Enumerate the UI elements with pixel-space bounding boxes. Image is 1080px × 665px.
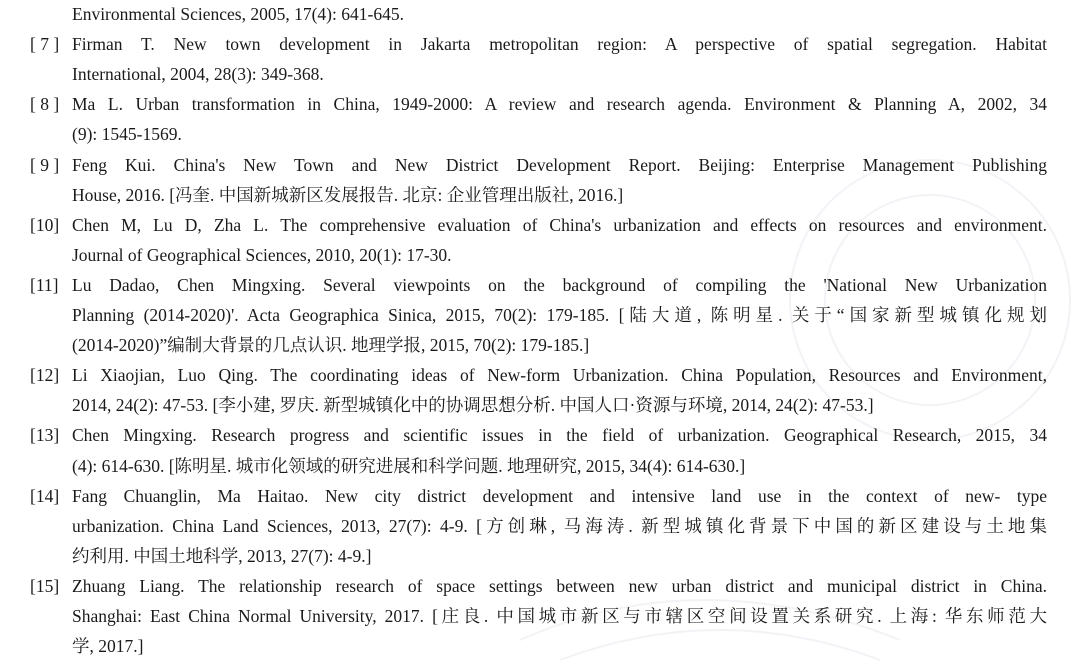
reference-line (30, 605, 1050, 627)
reference-line (30, 364, 1050, 386)
reference-text: 学, 2017.] (72, 636, 144, 657)
reference-line (30, 63, 1050, 85)
reference-line (30, 123, 1050, 145)
reference-number: [ 8 ] (30, 94, 60, 115)
reference-line (30, 3, 1050, 25)
reference-number: [10] (30, 214, 60, 235)
reference-text: Journal of Geographical Sciences, 2010, 20(1): 17-30. (72, 244, 452, 265)
reference-number: [15] (30, 575, 60, 596)
reference-number: [14] (30, 485, 60, 506)
reference-number: [13] (30, 425, 60, 446)
reference-number: [ 7 ] (30, 34, 60, 55)
reference-line (30, 635, 1050, 657)
reference-text: 约利用. 中国土地科学, 2013, 27(7): 4-9.] (72, 545, 372, 566)
reference-line (30, 244, 1050, 266)
reference-number: [11] (30, 274, 59, 295)
reference-text: Firman T. New town development in Jakarta metropolitan region: A perspective of spatial segregation. Habitat (72, 34, 1047, 55)
reference-text: Zhuang Liang. The relationship research of space settings between new urban district and municipal district in China. (72, 575, 1047, 596)
reference-line (30, 274, 1050, 296)
reference-text: Shanghai: East China Normal University, 2017. [庄良. 中国城市新区与市辖区空间设置关系研究. 上海: 华东师范大 (72, 606, 1047, 626)
reference-line (30, 455, 1050, 477)
reference-line (30, 575, 1050, 597)
reference-number: [12] (30, 365, 60, 386)
reference-text: Chen M, Lu D, Zha L. The comprehensive evaluation of China's urbanization and effects on resources and environment. (72, 214, 1047, 235)
reference-line (30, 424, 1050, 446)
reference-text: Lu Dadao, Chen Mingxing. Several viewpoints on the background of compiling the 'National New Urbanization (72, 274, 1047, 295)
reference-line (30, 154, 1050, 176)
reference-text: (4): 614-630. [陈明星. 城市化领域的研究进展和科学问题. 地理研究, 2015, 34(4): 614-630.] (72, 455, 746, 476)
reference-text: Environmental Sciences, 2005, 17(4): 641-645. (72, 4, 404, 24)
reference-line (30, 93, 1050, 115)
reference-line (30, 304, 1050, 326)
reference-text: Feng Kui. China's New Town and New District Development Report. Beijing: Enterprise Management Publishing (72, 154, 1047, 175)
reference-line (30, 214, 1050, 236)
reference-text: urbanization. China Land Sciences, 2013, 27(7): 4-9. [方创琳, 马海涛. 新型城镇化背景下中国的新区建设与土地集 (72, 515, 1047, 536)
reference-text: Chen Mingxing. Research progress and scientific issues in the field of urbanization. Geographical Research, 2015, 34 (72, 425, 1047, 446)
reference-number: [ 9 ] (30, 154, 60, 175)
reference-text: Ma L. Urban transformation in China, 1949-2000: A review and research agenda. Environment & Planning A, 2002, 34 (72, 94, 1047, 115)
reference-text: (9): 1545-1569. (72, 124, 182, 145)
reference-text: Li Xiaojian, Luo Qing. The coordinating ideas of New-form Urbanization. China Population, Resources and Environment, (72, 365, 1047, 386)
reference-line (30, 394, 1050, 416)
reference-text: Planning (2014-2020)'. Acta Geographica Sinica, 2015, 70(2): 179-185. [陆大道, 陈明星. 关于“国家新型城镇化规划 (72, 305, 1047, 325)
reference-line (30, 33, 1050, 55)
reference-text: 2014, 24(2): 47-53. [李小建, 罗庆. 新型城镇化中的协调思想分析. 中国人口·资源与环境, 2014, 24(2): 47-53.] (72, 395, 874, 416)
reference-line (30, 485, 1050, 507)
reference-text: House, 2016. [冯奎. 中国新城新区发展报告. 北京: 企业管理出版社, 2016.] (72, 184, 624, 205)
reference-text: Fang Chuanglin, Ma Haitao. New city district development and intensive land use in the context of new- type (72, 485, 1047, 506)
reference-text: (2014-2020)”编制大背景的几点认识. 地理学报, 2015, 70(2): 179-185.] (72, 335, 590, 356)
reference-text: International, 2004, 28(3): 349-368. (72, 64, 324, 85)
reference-line (30, 334, 1050, 356)
reference-line (30, 515, 1050, 537)
reference-line (30, 545, 1050, 567)
reference-line (30, 184, 1050, 206)
